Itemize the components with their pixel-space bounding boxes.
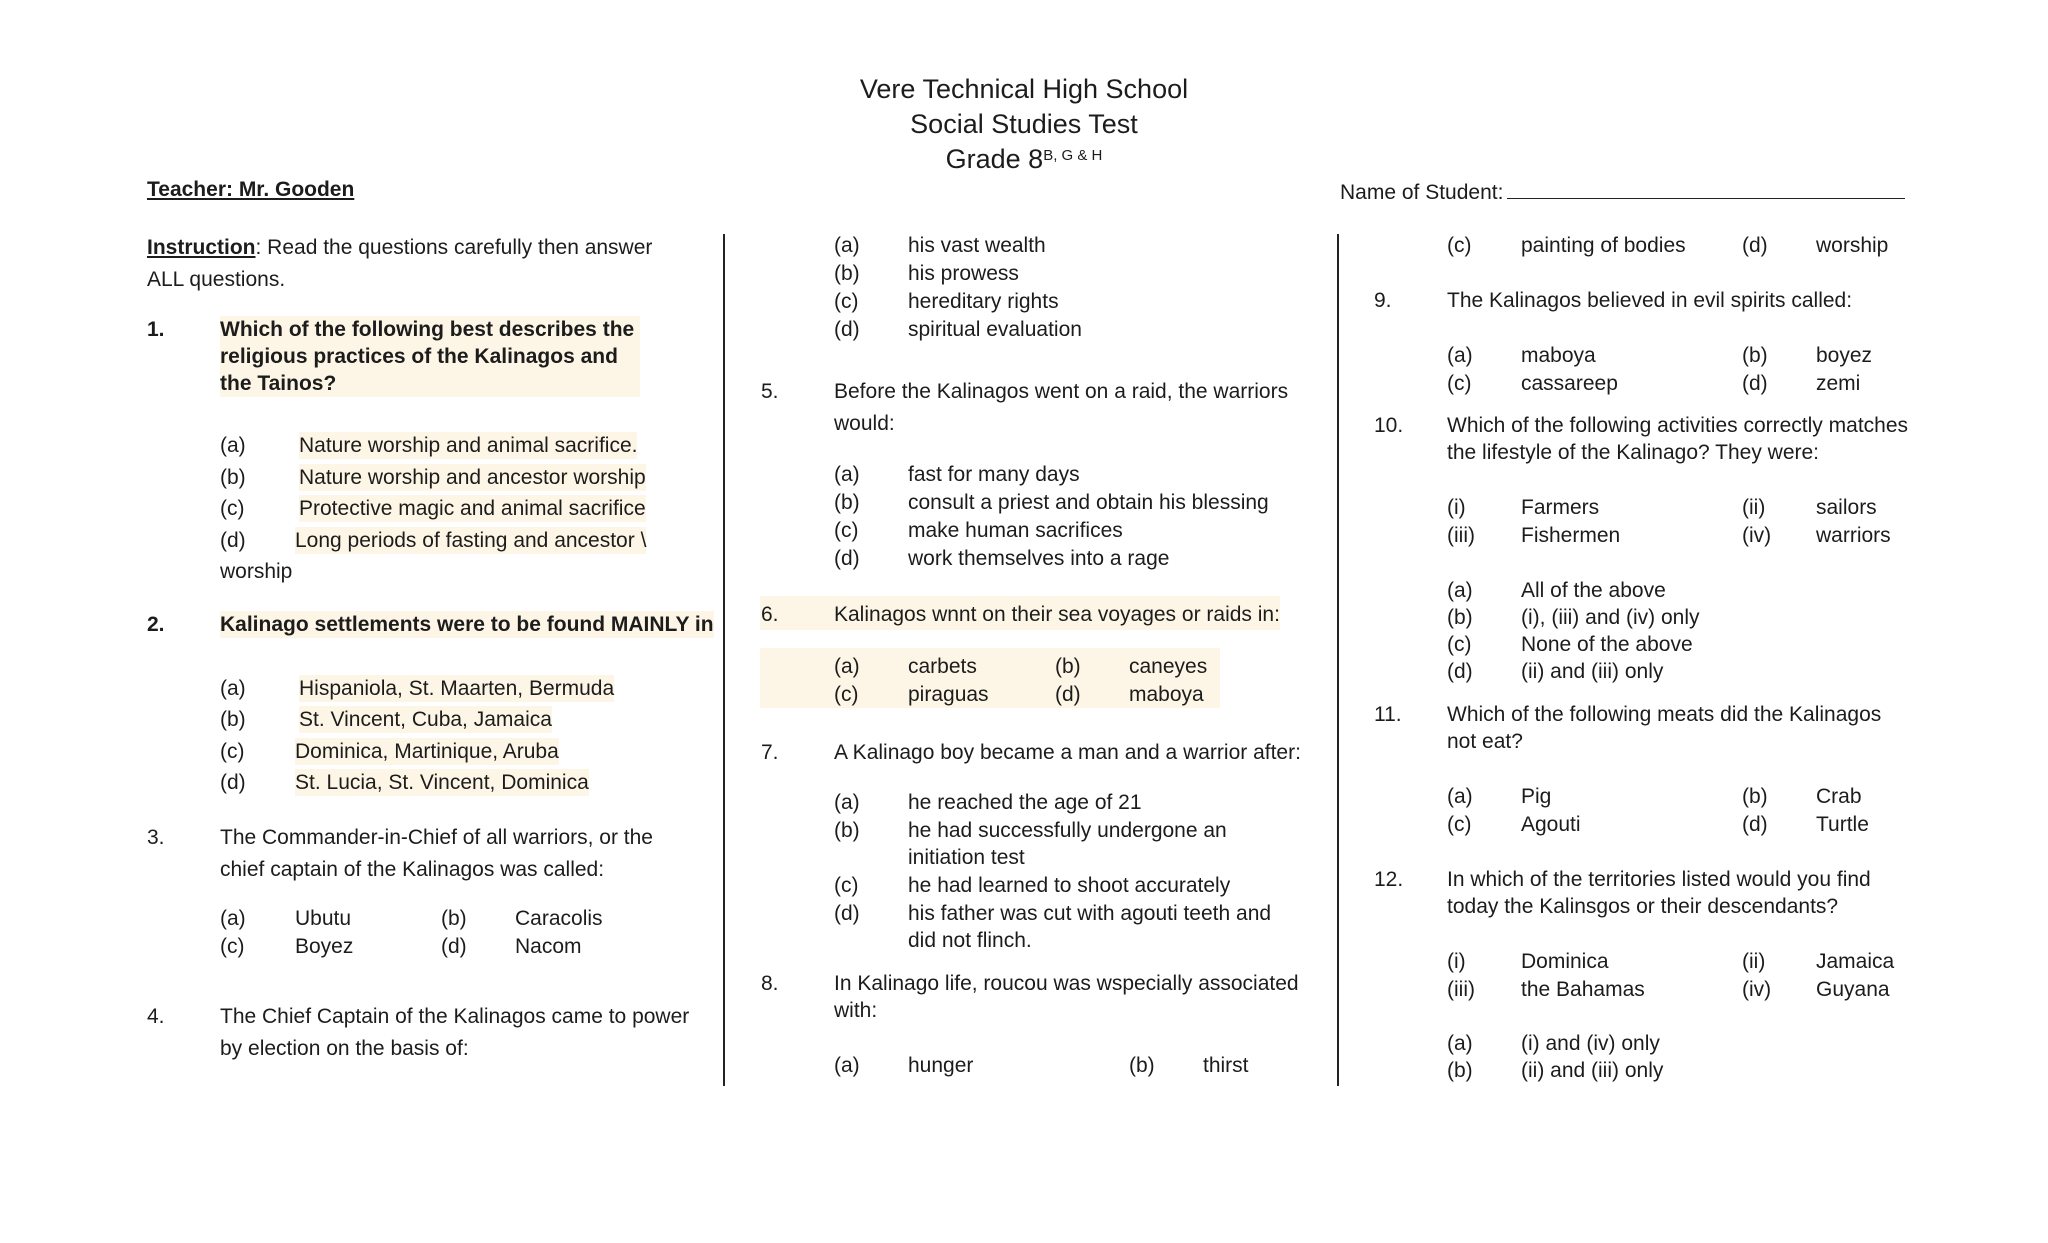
question-number: 9. [1374,289,1392,312]
option-letter: (d) [441,935,467,958]
q7-option-a[interactable] [834,789,1142,816]
item-text: sailors [1816,496,1877,519]
option-text: consult a priest and obtain his blessing [908,491,1269,514]
option-letter: (a) [834,1054,860,1077]
column-divider-1 [723,234,725,1086]
option-letter: (b) [1055,655,1081,678]
q7-option-d[interactable] [834,900,1272,952]
instruction [147,232,687,296]
option-letter: (d) [1742,234,1768,257]
q7-option-b[interactable] [834,817,1227,869]
option-letter: (d) [834,547,860,570]
option-letter: (a) [1447,785,1473,808]
q1-option-a[interactable] [220,432,638,459]
option-text: (i) and (iv) only [1521,1032,1660,1055]
option-text: he had successfully undergone an initiation test [908,819,1227,869]
option-text: boyez [1816,344,1873,367]
grade: Grade 8 [945,144,1044,174]
question-text: Kalinagos wnnt on their sea voyages or raids in: [834,603,1280,626]
question-number: 10. [1374,414,1404,437]
option-letter: (b) [1447,1059,1473,1082]
q2-option-d[interactable] [220,769,589,796]
q10-option-d[interactable] [1447,658,1664,685]
option-letter: (a) [834,791,860,814]
q12-item-i [1447,948,1609,975]
option-letter: (a) [220,907,246,930]
q11-option-d[interactable] [1742,811,1869,838]
option-text: (ii) and (iii) only [1521,660,1664,683]
question-number: 11. [1374,703,1402,726]
q5-option-b[interactable] [834,489,1269,516]
q3-option-d[interactable] [441,933,582,960]
q1-option-b[interactable] [220,464,646,491]
q9-option-b[interactable] [1742,342,1873,369]
item-text: the Bahamas [1521,978,1645,1001]
option-letter: (d) [834,318,860,341]
grade-classes: B, G & H [1043,147,1103,164]
q10-option-a[interactable] [1447,577,1666,604]
option-letter: (b) [834,819,860,842]
item-text: Dominica [1521,950,1609,973]
option-letter: (c) [834,874,859,897]
instruction-label: Instruction [147,236,256,259]
option-letter: (c) [1447,234,1472,257]
school-name: Vere Technical High School [859,74,1189,104]
option-text: St. Vincent, Cuba, Jamaica [299,708,552,731]
q12-item-iii [1447,976,1645,1003]
q3-option-b[interactable] [441,905,603,932]
question-number: 7. [761,741,779,764]
q2-option-b[interactable] [220,706,552,733]
option-text: maboya [1129,683,1204,706]
question-number: 1. [147,318,165,341]
q10-option-b[interactable] [1447,604,1700,631]
option-text: (ii) and (iii) only [1521,1059,1664,1082]
option-letter: (a) [220,434,246,457]
option-text: Long periods of fasting and ancestor \ [295,529,647,552]
q9-option-c[interactable] [1447,370,1618,397]
item-numeral: (ii) [1742,950,1766,973]
question-number: 8. [761,972,779,995]
student-name-field[interactable] [1340,178,1905,205]
item-numeral: (iv) [1742,524,1772,547]
option-letter: (d) [1742,813,1768,836]
option-letter: (c) [1447,813,1472,836]
question-number: 3. [147,826,165,849]
item-numeral: (iv) [1742,978,1772,1001]
question-number: 6. [761,603,779,626]
q5-option-c[interactable] [834,517,1123,544]
instruction-text: : Read the questions carefully then answer ALL questions. [147,236,653,291]
item-text: Jamaica [1816,950,1895,973]
option-letter: (d) [1742,372,1768,395]
q10-item-ii [1742,494,1877,521]
option-letter: (b) [1742,344,1768,367]
question-text: Kalinago settlements were to be found MAINLY in [220,613,714,636]
item-numeral: (i) [1447,950,1466,973]
option-text: Hispaniola, St. Maarten, Bermuda [299,677,615,700]
option-letter: (c) [834,519,859,542]
q9-option-d[interactable] [1742,370,1861,397]
option-text: his vast wealth [908,234,1046,257]
document-header [0,72,2048,177]
option-text: Turtle [1816,813,1869,836]
q12-item-ii [1742,948,1895,975]
option-text: worship [220,560,293,583]
grade-line [0,142,2048,177]
q2-option-c[interactable] [220,738,559,765]
option-text: Boyez [295,935,354,958]
question-text: In which of the territories listed would you find today the Kalinsgos or their descendants? [1447,868,1871,918]
student-name-line[interactable] [1507,178,1905,199]
q4-option-d[interactable] [834,316,1082,343]
question-text: The Kalinagos believed in evil spirits called: [1447,289,1853,312]
question-text: Which of the following activities correctly matches the lifestyle of the Kalinago? They were: [1447,414,1909,464]
option-text: Dominica, Martinique, Aruba [295,740,559,763]
option-letter: (d) [834,902,860,925]
question-number: 2. [147,613,165,636]
option-text: Nature worship and ancestor worship [299,466,646,489]
question-text: The Chief Captain of the Kalinagos came to power by election on the basis of: [220,1005,690,1060]
option-text: Crab [1816,785,1862,808]
q6-option-a[interactable] [834,653,977,680]
q11-option-b[interactable] [1742,783,1862,810]
option-letter: (c) [1447,633,1472,656]
option-text: hereditary rights [908,290,1059,313]
q5-option-d[interactable] [834,545,1170,572]
option-letter: (d) [220,529,246,552]
q1-option-d[interactable] [220,527,647,554]
q12-item-iv [1742,976,1890,1003]
q11-option-a[interactable] [1447,783,1552,810]
question-text: Which of the following meats did the Kalinagos not eat? [1447,703,1882,753]
option-text: Nacom [515,935,582,958]
option-text: Caracolis [515,907,603,930]
option-text: caneyes [1129,655,1208,678]
option-text: his prowess [908,262,1019,285]
option-text: carbets [908,655,977,678]
option-letter: (c) [220,935,245,958]
q1-option-c[interactable] [220,495,646,522]
q7-option-c[interactable] [834,872,1231,899]
question-text: In Kalinago life, roucou was wspecially associated with: [834,972,1299,1022]
question-number: 4. [147,1005,165,1028]
q10-option-c[interactable] [1447,631,1693,658]
option-text: Nature worship and animal sacrifice. [299,434,638,457]
option-letter: (d) [1447,660,1473,683]
option-text: hunger [908,1054,974,1077]
q1-option-d-continued [220,558,292,585]
option-letter: (b) [220,466,246,489]
option-text: cassareep [1521,372,1618,395]
q8-option-c[interactable] [1447,232,1686,259]
q2-option-a[interactable] [220,675,615,702]
item-numeral: (ii) [1742,496,1766,519]
option-text: Protective magic and animal sacrifice [299,497,646,520]
option-letter: (b) [1742,785,1768,808]
option-letter: (a) [834,463,860,486]
test-subject: Social Studies Test [910,109,1138,139]
q11-option-c[interactable] [1447,811,1581,838]
item-text: Guyana [1816,978,1890,1001]
option-text: make human sacrifices [908,519,1123,542]
option-letter: (c) [834,290,859,313]
option-letter: (b) [834,262,860,285]
q8-option-b[interactable] [1129,1052,1249,1079]
option-letter: (b) [441,907,467,930]
q4-option-b[interactable] [834,260,1019,287]
q12-option-a[interactable] [1447,1030,1660,1057]
option-text: fast for many days [908,463,1080,486]
option-text: zemi [1816,372,1861,395]
option-letter: (a) [1447,344,1473,367]
option-text: Ubutu [295,907,352,930]
student-name-label: Name of Student: [1340,181,1504,204]
item-numeral: (iii) [1447,524,1475,547]
option-letter: (d) [220,771,246,794]
option-letter: (d) [1055,683,1081,706]
option-letter: (a) [220,677,246,700]
option-text: he reached the age of 21 [908,791,1142,814]
item-numeral: (i) [1447,496,1466,519]
q10-item-iv [1742,522,1891,549]
option-text: painting of bodies [1521,234,1686,257]
q12-option-b[interactable] [1447,1057,1664,1084]
q8-option-d[interactable] [1742,232,1889,259]
question-number: 12. [1374,868,1404,891]
option-text: All of the above [1521,579,1666,602]
q4-option-a[interactable] [834,232,1046,259]
item-text: warriors [1816,524,1891,547]
item-numeral: (iii) [1447,978,1475,1001]
option-letter: (c) [220,497,245,520]
option-text: St. Lucia, St. Vincent, Dominica [295,771,589,794]
option-letter: (a) [834,655,860,678]
q6-option-d[interactable] [1055,681,1204,708]
option-letter: (b) [220,708,246,731]
q3-option-c[interactable] [220,933,354,960]
q9-option-a[interactable] [1447,342,1596,369]
q6-option-b[interactable] [1055,653,1208,680]
option-text: Agouti [1521,813,1581,836]
option-text: (i), (iii) and (iv) only [1521,606,1700,629]
option-text: work themselves into a rage [908,547,1170,570]
item-text: Farmers [1521,496,1600,519]
option-text: piraguas [908,683,989,706]
question-text: Which of the following best describes the religious practices of the Kalinagos and the Tainos? [220,316,640,397]
question-number: 5. [761,380,779,403]
question-text: A Kalinago boy became a man and a warrior after: [834,741,1301,764]
option-text: spiritual evaluation [908,318,1082,341]
column-divider-2 [1337,234,1339,1086]
option-text: maboya [1521,344,1596,367]
q8-option-a[interactable] [834,1052,974,1079]
option-text: worship [1816,234,1889,257]
item-text: Fishermen [1521,524,1621,547]
q10-item-iii [1447,522,1621,549]
q4-option-c[interactable] [834,288,1059,315]
option-letter: (b) [1129,1054,1155,1077]
q6-option-c[interactable] [834,681,989,708]
option-text: he had learned to shoot accurately [908,874,1231,897]
option-letter: (c) [220,740,245,763]
option-text: None of the above [1521,633,1693,656]
option-letter: (c) [1447,372,1472,395]
q5-option-a[interactable] [834,461,1080,488]
option-letter: (a) [834,234,860,257]
q3-option-a[interactable] [220,905,352,932]
option-letter: (c) [834,683,859,706]
question-text: The Commander-in-Chief of all warriors, or the chief captain of the Kalinagos was called: [220,826,653,881]
option-text: his father was cut with agouti teeth and did not flinch. [908,902,1272,952]
option-text: thirst [1203,1054,1249,1077]
option-letter: (a) [1447,1032,1473,1055]
teacher-label: Teacher: Mr. Gooden [147,178,355,201]
q10-item-i [1447,494,1600,521]
option-text: Pig [1521,785,1552,808]
option-letter: (b) [1447,606,1473,629]
option-letter: (a) [1447,579,1473,602]
question-text: Before the Kalinagos went on a raid, the warriors would: [834,380,1289,435]
option-letter: (b) [834,491,860,514]
